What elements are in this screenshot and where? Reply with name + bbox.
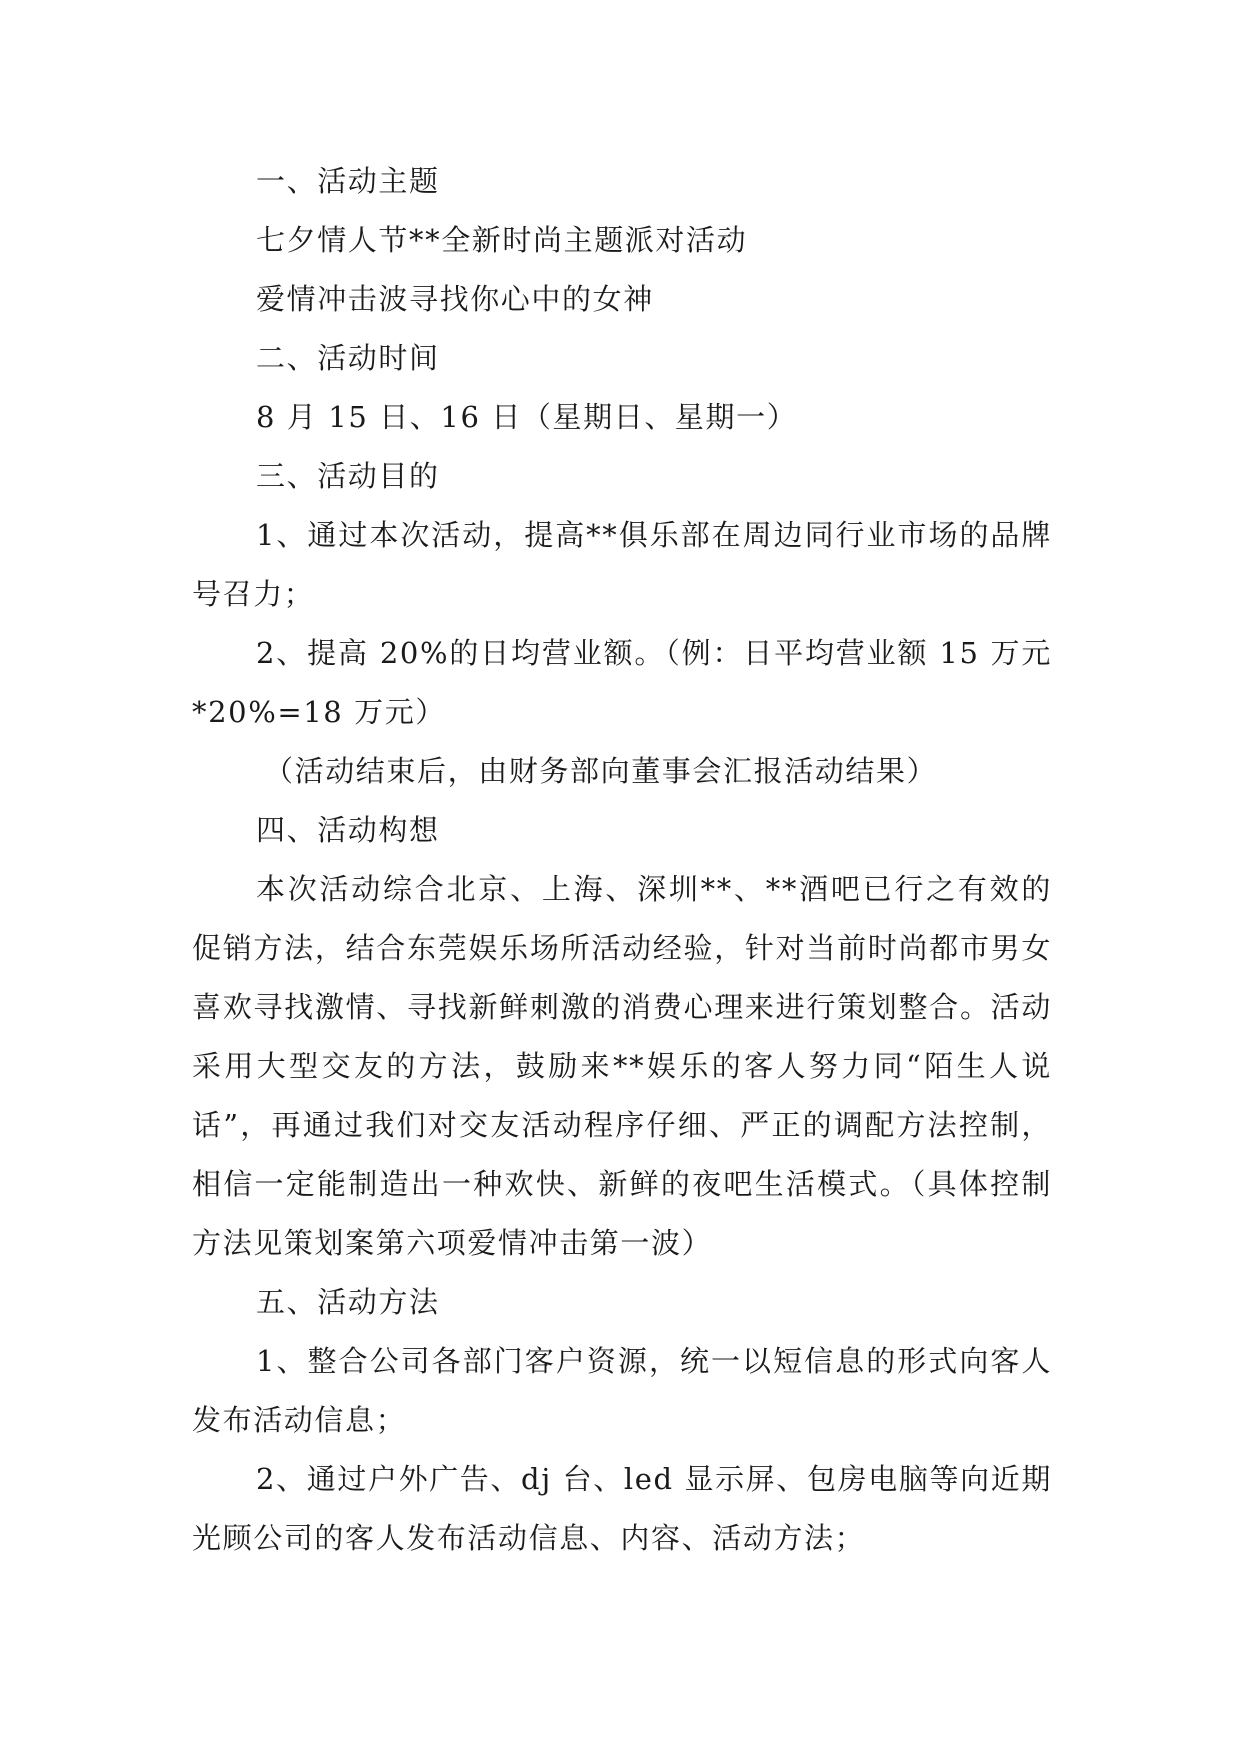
purpose-item-2: 2、提高 20%的日均营业额。（例：日平均营业额 15 万元*20%=18 万元） <box>192 636 1052 729</box>
theme-line-2: 爱情冲击波寻找你心中的女神 <box>256 282 654 316</box>
theme-line-1: 七夕情人节**全新时尚主题派对活动 <box>256 223 748 257</box>
heading-activity-method: 五、活动方法 <box>256 1285 440 1319</box>
heading-activity-concept: 四、活动构想 <box>256 813 440 847</box>
document-body <box>192 152 1052 1568</box>
purpose-item-1: 1、通过本次活动，提高**俱乐部在周边同行业市场的品牌号召力； <box>192 518 1052 611</box>
purpose-note: （活动结束后，由财务部向董事会汇报活动结果） <box>264 754 938 788</box>
heading-activity-theme: 一、活动主题 <box>256 164 440 198</box>
method-item-2: 2、通过户外广告、dj 台、led 显示屏、包房电脑等向近期光顾公司的客人发布活动信息、内容、活动方法； <box>192 1462 1052 1555</box>
method-item-1: 1、整合公司各部门客户资源，统一以短信息的形式向客人发布活动信息； <box>192 1344 1052 1437</box>
concept-paragraph: 本次活动综合北京、上海、深圳**、**酒吧已行之有效的促销方法，结合东莞娱乐场所活动经验，针对当前时尚都市男女喜欢寻找激情、寻找新鲜刺激的消费心理来进行策划整合。活动采用大型交友的方法，鼓励来**娱乐的客人努力同“陌生人说话”，再通过我们对交友活动程序仔细、严正的调配方法控制，相信一定能制造出一种欢快、新鲜的夜吧生活模式。（具体控制方法见策划案第六项爱情冲击第一波） <box>192 872 1052 1260</box>
activity-date: 8 月 15 日、16 日（星期日、星期一） <box>256 400 798 434</box>
heading-activity-purpose: 三、活动目的 <box>256 459 440 493</box>
heading-activity-time: 二、活动时间 <box>256 341 440 375</box>
